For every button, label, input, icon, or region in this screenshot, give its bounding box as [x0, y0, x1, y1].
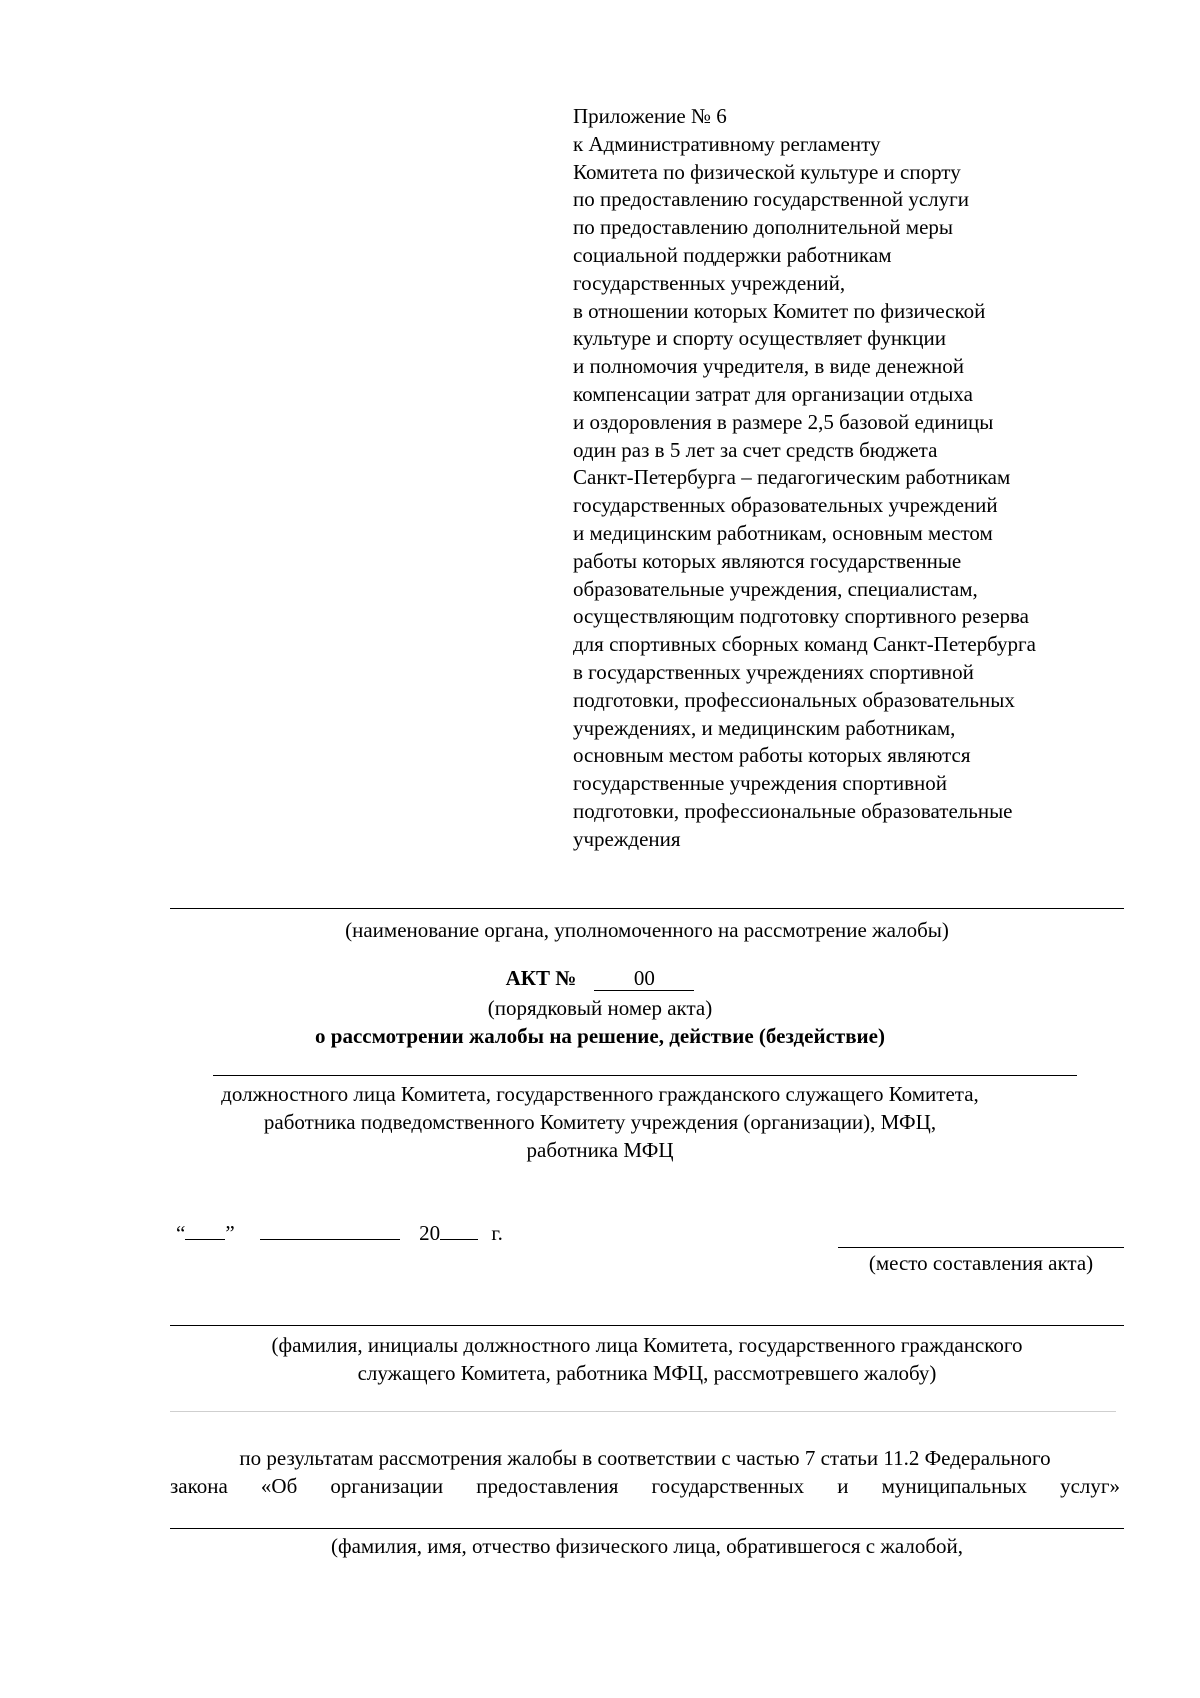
akt-title	[0, 966, 1200, 991]
appendix-line: осуществляющим подготовку спортивного резерва	[573, 604, 1029, 629]
separator-line	[170, 1411, 1116, 1412]
date-year-field[interactable]	[440, 1223, 478, 1240]
appendix-line: работы которых являются государственные	[573, 548, 962, 573]
appendix-line: Санкт-Петербурга – педагогическим работникам	[573, 465, 1011, 490]
appendix-line: и медицинским работникам, основным местом	[573, 520, 993, 545]
appendix-line: государственные учреждения спортивной	[573, 771, 947, 796]
appendix-line: один раз в 5 лет за счет средств бюджета	[573, 437, 938, 462]
date-close-quote: ”	[225, 1221, 235, 1245]
organ-caption: (наименование органа, уполномоченного на рассмотрение жалобы)	[345, 918, 949, 942]
official-line[interactable]	[213, 1075, 1077, 1076]
applicant-caption: (фамилия, имя, отчество физического лица, обратившегося с жалобой,	[330, 1534, 964, 1558]
result-text-line2: закона «Об организации предоставления государственных и муниципальных услуг»	[170, 1474, 1120, 1498]
akt-number-caption: (порядковый номер акта)	[487, 996, 713, 1020]
appendix-line: в отношении которых Комитет по физической	[573, 298, 986, 323]
appendix-line: культуре и спорту осуществляет функции	[573, 326, 946, 351]
akt-subject: о рассмотрении жалобы на решение, действие (бездействие)	[315, 1024, 885, 1048]
reviewer-caption-line1: (фамилия, инициалы должностного лица Комитета, государственного гражданского	[271, 1333, 1023, 1357]
appendix-header	[573, 103, 1133, 854]
place-line[interactable]	[838, 1247, 1124, 1248]
reviewer-line[interactable]	[170, 1325, 1124, 1326]
appendix-line: и полномочия учредителя, в виде денежной	[573, 354, 965, 379]
appendix-line: учреждениях, и медицинским работникам,	[573, 715, 956, 740]
appendix-line: подготовки, профессиональные образовательные	[573, 798, 1013, 823]
appendix-line: по предоставлению государственной услуги	[573, 187, 969, 212]
result-text	[170, 1444, 1120, 1500]
place-caption: (место составления акта)	[868, 1251, 1094, 1275]
akt-number-field[interactable]: 00	[594, 966, 694, 991]
appendix-line: по предоставлению дополнительной меры	[573, 215, 954, 240]
appendix-line: социальной поддержки работникам	[573, 242, 892, 267]
akt-label: АКТ №	[505, 966, 577, 990]
appendix-line: образовательные учреждения, специалистам,	[573, 576, 978, 601]
date-month-field[interactable]	[260, 1223, 400, 1240]
appendix-line: учреждения	[573, 826, 681, 851]
appendix-line: Приложение № 6	[573, 104, 727, 128]
official-caption-line3: работника МФЦ	[526, 1138, 674, 1162]
appendix-line: основным местом работы которых являются	[573, 743, 971, 768]
official-caption-line2: работника подведомственного Комитету учреждения (организации), МФЦ,	[263, 1110, 937, 1134]
appendix-line: к Административному регламенту	[573, 131, 881, 156]
appendix-line: Комитета по физической культуре и спорту	[573, 159, 961, 184]
official-caption-line1: должностного лица Комитета, государственного гражданского служащего Комитета,	[221, 1082, 979, 1106]
appendix-line: для спортивных сборных команд Санкт-Петербурга	[573, 632, 1036, 657]
appendix-line: компенсации затрат для организации отдыха	[573, 381, 973, 406]
date-year-prefix: 20	[419, 1221, 441, 1245]
date-open-quote: “	[176, 1221, 186, 1245]
date-year-suffix: г.	[491, 1221, 503, 1245]
result-text-line1: по результатам рассмотрения жалобы в соответствии с частью 7 статьи 11.2 Федерального	[239, 1446, 1051, 1470]
appendix-line: подготовки, профессиональных образовательных	[573, 687, 1015, 712]
applicant-line[interactable]	[170, 1528, 1124, 1529]
date-row	[176, 1221, 503, 1246]
appendix-line: и оздоровления в размере 2,5 базовой единицы	[573, 409, 994, 434]
appendix-line: государственных образовательных учреждений	[573, 493, 998, 518]
organ-name-line[interactable]	[170, 908, 1124, 909]
appendix-line: государственных учреждений,	[573, 270, 846, 295]
reviewer-caption-line2: служащего Комитета, работника МФЦ, рассмотревшего жалобу)	[357, 1361, 937, 1385]
date-day-field[interactable]	[185, 1223, 225, 1240]
appendix-line: в государственных учреждениях спортивной	[573, 659, 974, 684]
